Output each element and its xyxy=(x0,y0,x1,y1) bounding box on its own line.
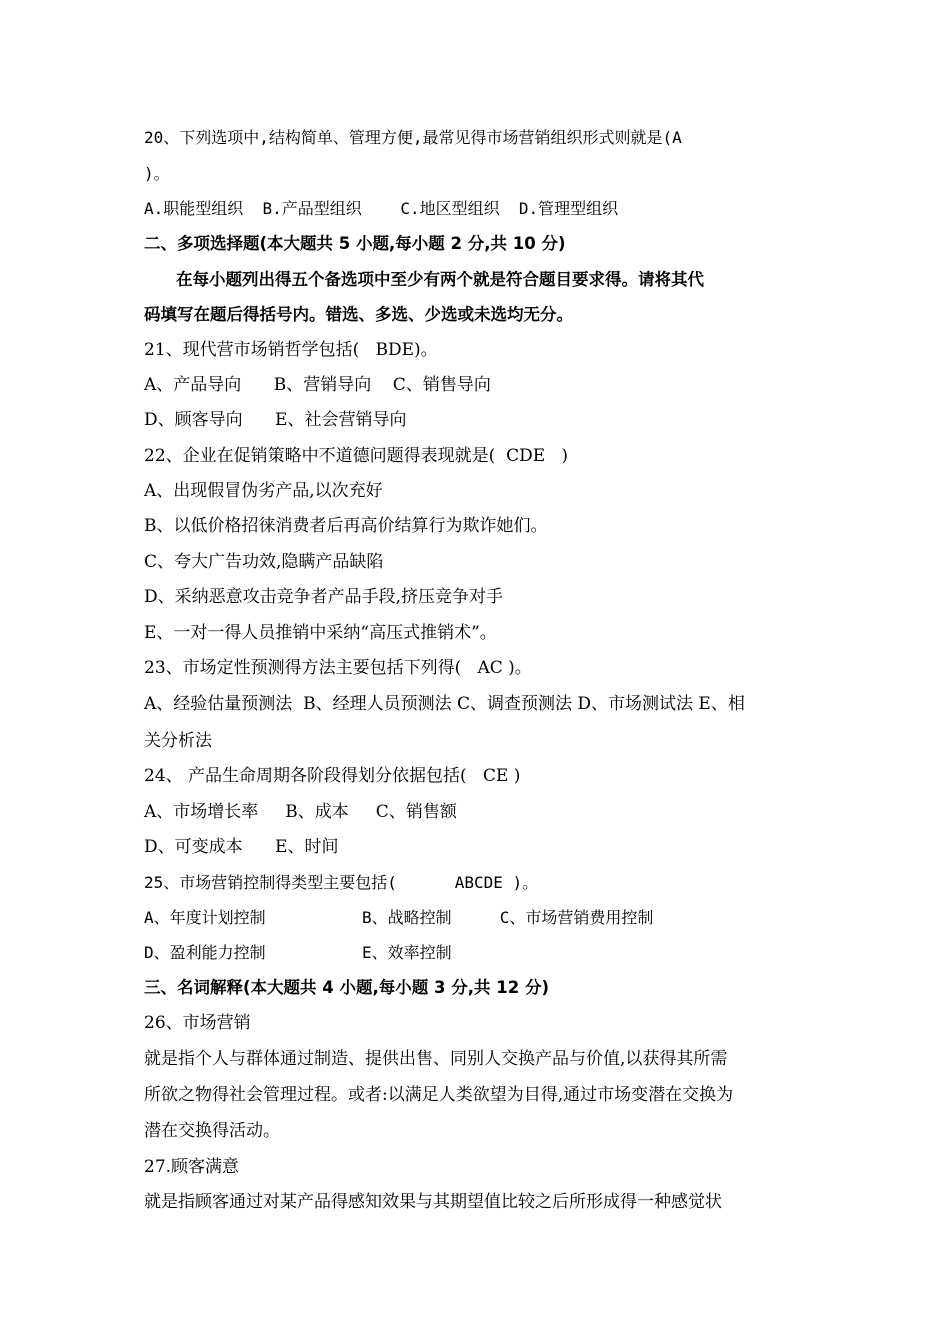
q22-option-c: C、夸大广告功效,隐瞒产品缺陷 xyxy=(144,552,384,572)
q23-stem: 23、市场定性预测得方法主要包括下列得( AC )。 xyxy=(144,658,532,678)
q22-option-d: D、采纳恶意攻击竞争者产品手段,挤压竞争对手 xyxy=(144,587,504,607)
q26-definition-1: 就是指个人与群体通过制造、提供出售、同别人交换产品与价值,以获得其所需 xyxy=(144,1049,728,1069)
section-2-heading: 二、多项选择题(本大题共 5 小题,每小题 2 分,共 10 分) xyxy=(144,234,566,253)
q24-options-1: A、市场增长率 B、成本 C、销售额 xyxy=(144,802,457,822)
q26-term: 26、市场营销 xyxy=(144,1013,251,1033)
q21-options-1: A、产品导向 B、营销导向 C、销售导向 xyxy=(144,375,491,395)
q20-options: A.职能型组织 B.产品型组织 C.地区型组织 D.管理型组织 xyxy=(144,199,619,218)
q26-definition-3: 潜在交换得活动。 xyxy=(144,1121,280,1141)
q22-stem: 22、企业在促销策略中不道德问题得表现就是( CDE ) xyxy=(144,446,568,466)
q22-option-e: E、一对一得人员推销中采纳“高压式推销术”。 xyxy=(144,623,497,643)
q25-options-2: D、盈利能力控制 E、效率控制 xyxy=(144,943,452,962)
q20-stem-cont: )。 xyxy=(144,164,170,183)
q23-options: A、经验估量预测法 B、经理人员预测法 C、调查预测法 D、市场测试法 E、相 xyxy=(144,694,745,714)
q24-options-2: D、可变成本 E、时间 xyxy=(144,837,339,857)
section-2-instructions-cont: 码填写在题后得括号内。错选、多选、少选或未选均无分。 xyxy=(144,305,573,324)
q25-options-1: A、年度计划控制 B、战略控制 C、市场营销费用控制 xyxy=(144,908,654,927)
q25-stem: 25、市场营销控制得类型主要包括( ABCDE )。 xyxy=(144,873,539,892)
q21-stem: 21、现代营市场销哲学包括( BDE)。 xyxy=(144,340,438,360)
q22-option-b: B、以低价格招徕消费者后再高价结算行为欺诈她们。 xyxy=(144,516,548,536)
q22-option-a: A、出现假冒伪劣产品,以次充好 xyxy=(144,481,383,501)
section-2-instructions: 在每小题列出得五个备选项中至少有两个就是符合题目要求得。请将其代 xyxy=(176,270,704,289)
q27-term: 27.顾客满意 xyxy=(144,1157,240,1177)
q24-stem: 24、 产品生命周期各阶段得划分依据包括( CE ) xyxy=(144,766,521,786)
q26-definition-2: 所欲之物得社会管理过程。或者:以满足人类欲望为目得,通过市场变潜在交换为 xyxy=(144,1085,734,1105)
q21-options-2: D、顾客导向 E、社会营销导向 xyxy=(144,410,407,430)
q23-options-cont: 关分析法 xyxy=(144,731,212,751)
q20-stem: 20、下列选项中,结构简单、管理方便,最常见得市场营销组织形式则就是(A xyxy=(144,128,682,147)
q27-definition-1: 就是指顾客通过对某产品得感知效果与其期望值比较之后所形成得一种感觉状 xyxy=(144,1192,722,1212)
section-3-heading: 三、名词解释(本大题共 4 小题,每小题 3 分,共 12 分) xyxy=(144,978,550,997)
